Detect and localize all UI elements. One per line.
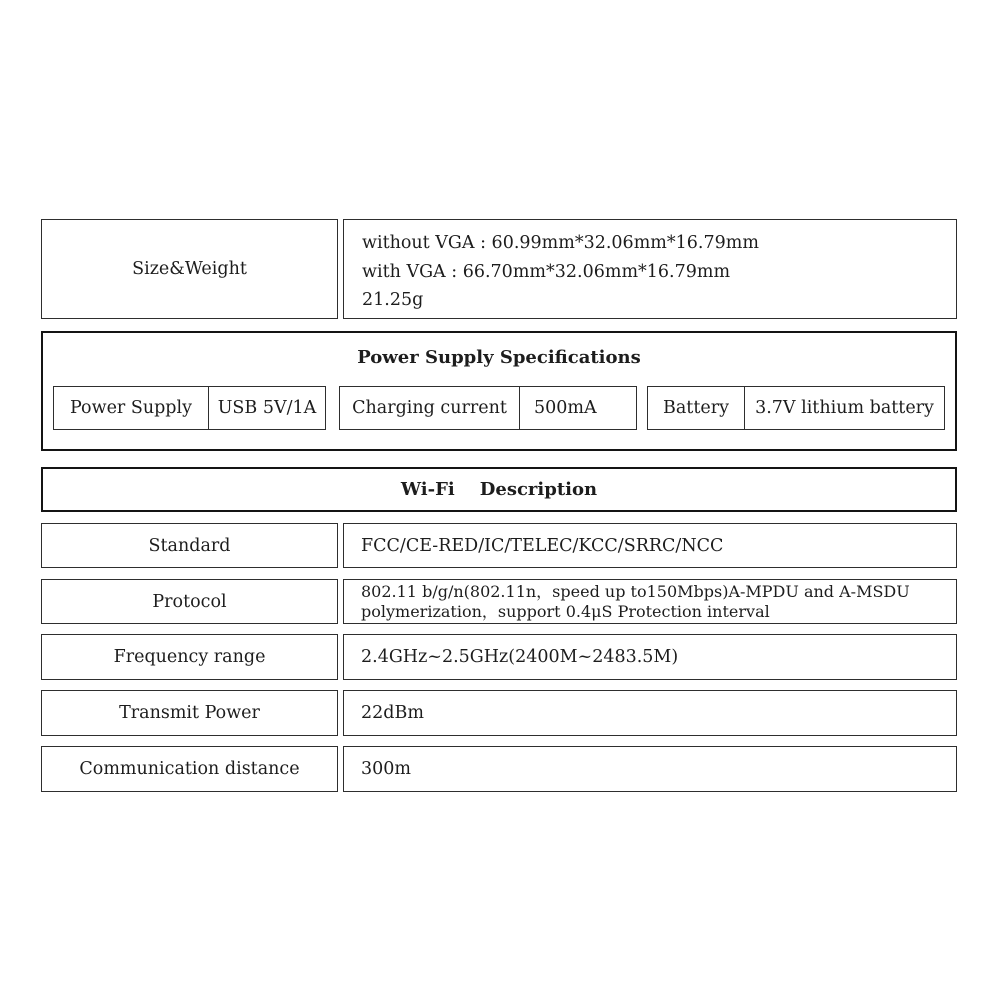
power-supply-cell-value: USB 5V/1A <box>217 398 317 418</box>
standard-label: Standard <box>148 535 231 556</box>
communication-distance-value-cell <box>343 746 957 792</box>
power-supply-table <box>41 331 957 451</box>
power-supply-cell-label: Power Supply <box>54 387 209 429</box>
charging-current-cell <box>339 386 637 430</box>
frequency-range-label-cell <box>41 634 338 680</box>
transmit-power-value-cell <box>343 690 957 736</box>
battery-cell-label: Battery <box>648 387 745 429</box>
protocol-value: 802.11 b/g/n(802.11n，speed up to150Mbps)A-MPDU and A-MSDU polymerization，support 0.4μS Protection interval <box>361 582 910 621</box>
charging-current-cell-label: Charging current <box>340 387 520 429</box>
frequency-range-value: 2.4GHz~2.5GHz(2400M~2483.5M) <box>361 647 679 667</box>
size-without-vga-line: without VGA : 60.99mm*32.06mm*16.79mm <box>362 233 759 253</box>
transmit-power-label: Transmit Power <box>119 703 260 723</box>
frequency-range-label: Frequency range <box>113 647 266 667</box>
protocol-label: Protocol <box>152 591 227 612</box>
communication-distance-label: Communication distance <box>79 759 300 779</box>
protocol-value-cell <box>343 579 957 624</box>
wifi-table-title: Wi-Fi Description <box>400 479 598 500</box>
battery-cell <box>647 386 945 430</box>
size-weight-value-cell <box>343 219 957 319</box>
standard-value-cell <box>343 523 957 568</box>
frequency-range-value-cell <box>343 634 957 680</box>
standard-label-cell <box>41 523 338 568</box>
battery-cell-value: 3.7V lithium battery <box>755 398 934 418</box>
transmit-power-value: 22dBm <box>361 703 424 723</box>
protocol-label-cell <box>41 579 338 624</box>
size-weight-label: Size&Weight <box>132 259 247 279</box>
transmit-power-label-cell <box>41 690 338 736</box>
power-supply-cell <box>53 386 326 430</box>
communication-distance-value: 300m <box>361 759 411 779</box>
standard-value: FCC/CE-RED/IC/TELEC/KCC/SRRC/NCC <box>361 535 724 556</box>
power-supply-title: Power Supply Specifications <box>357 347 641 368</box>
wifi-table-header <box>41 467 957 512</box>
size-weight-label-cell <box>41 219 338 319</box>
size-with-vga-line: with VGA : 66.70mm*32.06mm*16.79mm <box>362 261 731 282</box>
charging-current-cell-value: 500mA <box>534 398 597 418</box>
communication-distance-label-cell <box>41 746 338 792</box>
weight-line: 21.25g <box>362 290 424 310</box>
